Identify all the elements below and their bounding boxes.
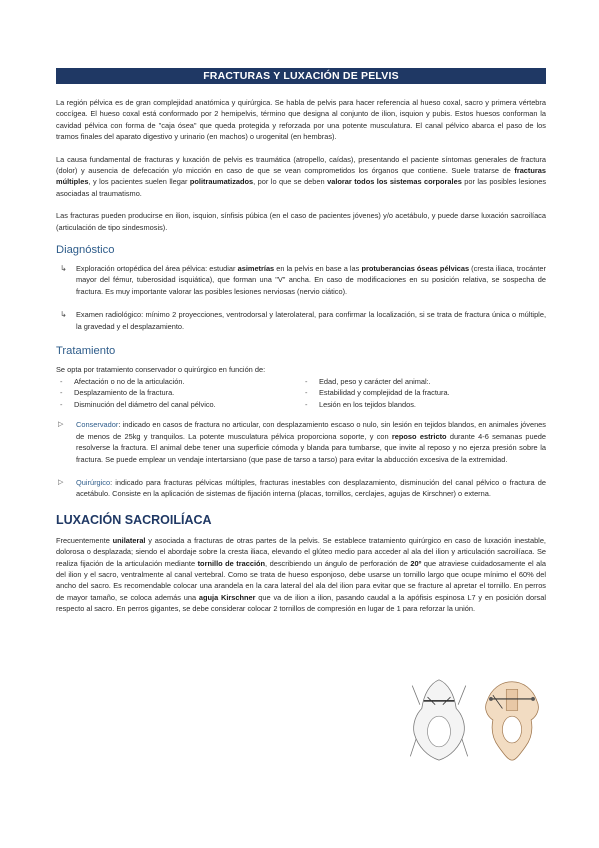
- dash-bullet: -: [305, 376, 308, 386]
- option-label: Conservador: [76, 420, 119, 430]
- document-page: [56, 68, 546, 615]
- bold-run: valorar todos los sistemas corporales: [327, 177, 462, 187]
- bold-run: fracturas múltiples: [56, 166, 546, 187]
- text-run: Lesión en los tejidos blandos.: [319, 399, 416, 409]
- pelvis-xray-illustration: [405, 676, 473, 764]
- luxacion-block: [56, 535, 546, 615]
- text-run: (cresta iliaca, trocánter mayor del fémur, tuberosidad isquiática), que forman una "V" ancha. En caso de modificaciones en su posición relativa, se sospecha de fractura. Es muy importante valorar las posibles lesiones nerviosas (nervio ciático).: [76, 264, 546, 296]
- intro-paragraph-1: La región pélvica es de gran complejidad anatómica y quirúrgica. Se habla de pelvis para hacer referencia al hueso coxal, sacro y primera vértebra coccígea. El hueso coxal está conformado por 2 hemipelvis, término que designa al conjunto de ilion, isquion y pubis. Estos huesos conforman la cavidad pélvica con forma de "caja ósea" que queda protegida y reforzada por una potente musculatura. El canal pélvico abarca el paso de los tramos finales del aparato digestivo y urinario (en machos) o urogenital (en hembras).: [56, 98, 546, 142]
- list-item: [56, 399, 301, 411]
- section-heading-diagnostico: Diagnóstico: [56, 244, 115, 257]
- text-run: Disminución del diámetro del canal pélvico.: [74, 399, 216, 409]
- text-run: : indicado en casos de fractura no articular, con desplazamiento escaso o nulo, sin lesión en tejidos blandos, en animales jóvenes de menos de 25kg y tranquilos. La potente musculatura pélvica proporciona soporte, y con: [76, 420, 546, 441]
- bold-run: protuberancias óseas pélvicas: [361, 264, 470, 274]
- list-item: [56, 263, 546, 297]
- list-item: [301, 387, 546, 399]
- list-item: [301, 376, 546, 388]
- text-run: , por lo que se deben: [253, 177, 328, 187]
- text-run: Afectación o no de la articulación.: [74, 376, 185, 386]
- text-run: Examen radiológico: mínimo 2 proyecciones, ventrodorsal y laterolateral, para confirmar la localización, si se trata de fractura única o múltiple, la gravedad y el desplazamiento.: [76, 310, 546, 331]
- triangle-bullet-icon: ▷: [58, 478, 64, 486]
- bold-run: unilateral: [112, 535, 146, 545]
- intro-paragraph-3: Las fracturas pueden producirse en ilion, isquion, sínfisis púbica (en el caso de pacientes jóvenes) y/o acetábulo, y puede darse luxación sacroilíaca (articulación de tipo sindesmosis).: [56, 211, 546, 232]
- bold-run: tornillo de tracción: [197, 558, 266, 568]
- triangle-bullet-icon: ▷: [58, 421, 64, 429]
- dash-bullet: -: [60, 399, 63, 409]
- text-run: que atraviese cuidadosamente el ala del ilion y el sacro, ventralmente al canal vertebral. Como se trata de hueso esponjoso, debe usarse un tornillo largo que ocupe mínimo el 60% del ancho del sacro. Es recomendable colocar una arandela en la cara lateral del ala del ilion para evitar que se fracture al apretar el tornillo. En perros de mayor tamaño, se coloca además una: [56, 558, 547, 602]
- text-run: durante 4-6 semanas puede resolverse la fractura. El animal debe tener una superficie cómoda y blanda para tumbarse, que invite al reposo y no ejerza presión sobre la fractura. Se puede emplear un vendaje intertarsiano (que pase de tarso a tarso) para evitar la abducción excesiva de la extremidad.: [76, 431, 546, 464]
- criteria-left: [56, 376, 301, 411]
- dash-bullet: -: [60, 388, 63, 398]
- bold-run: reposo estricto: [391, 431, 447, 441]
- luxacion-paragraph: [56, 535, 546, 615]
- text-run: La causa fundamental de fracturas y luxación de pelvis es traumática (atropello, caídas), presentando el paciente síntomas generales de fractura (dolor) y ausencia de defecación y/o micción en caso de que se vean comprometidos los órganos que contiene. Suele tratarse de: [56, 154, 546, 176]
- section-heading-luxacion: LUXACIÓN SACROILÍACA: [56, 512, 212, 527]
- text-run: y asociada a fracturas de otras partes de la pelvis. Se establece tratamiento quirúrgico en caso de luxación inestable, dolorosa o desplazada; siendo el abordaje sobre la cresta iliaca, elevando el glúteo medio para acceder al ala del ilion y articulación sacroilíaca. Se realiza fijación de la articulación mediante: [56, 535, 546, 568]
- pelvis-fixation-illustration: [478, 676, 546, 764]
- dash-bullet: -: [305, 388, 308, 398]
- text-run: Edad, peso y carácter del animal:.: [319, 376, 431, 386]
- page-title: FRACTURAS Y LUXACIÓN DE PELVIS: [56, 68, 546, 84]
- list-item: [56, 376, 301, 388]
- list-item-conservador: [56, 419, 546, 465]
- arrow-bullet-icon: ↳: [60, 264, 67, 274]
- tratamiento-options: [56, 419, 546, 499]
- text-run: Exploración ortopédica del área pélvica: estudiar: [76, 264, 238, 274]
- option-label: Quirúrgico: [76, 477, 111, 487]
- text-run: por las posibles lesiones asociadas al traumatismo.: [56, 177, 547, 198]
- bold-run: 20º: [410, 558, 422, 568]
- criteria-columns: [56, 376, 546, 411]
- dash-bullet: -: [60, 376, 63, 386]
- text-run: : indicado para fracturas pélvicas múltiples, fracturas inestables con desplazamiento, disminución del canal pélvico o fractura de acetábulo. Consiste en la aplicación de sistemas de fijación interna (placas, tornillos, cerclajes, agujas de Kirschner) o externa.: [76, 477, 546, 499]
- section-heading-tratamiento: Tratamiento: [56, 345, 116, 358]
- bold-run: politraumatizados: [189, 177, 254, 187]
- arrow-bullet-icon: ↳: [60, 310, 67, 320]
- text-run: Estabilidad y complejidad de la fractura.: [319, 388, 450, 398]
- text-run: , y los pacientes suelen llegar: [88, 177, 190, 187]
- pelvis-figures: [405, 676, 546, 768]
- diagnostico-list: [56, 263, 546, 332]
- tratamiento-intro: Se opta por tratamiento conservador o quirúrgico en función de:: [56, 365, 266, 375]
- bold-run: aguja Kirschner: [198, 592, 256, 602]
- text-run: Desplazamiento de la fractura.: [74, 388, 175, 398]
- text-run: Frecuentemente: [56, 535, 113, 545]
- list-item-quirurgico: [56, 477, 546, 500]
- criteria-right: [301, 376, 546, 411]
- list-item: [56, 309, 546, 332]
- text-run: que va de ilion a ilion, pasando caudal a la apófisis espinosa L7 y en posición dorsal respecto al sacro. En perros gigantes, se debe considerar colocar 2 tornillos de compresión en lugar de 1 para reforzar la unión.: [56, 592, 546, 614]
- list-item: [56, 387, 301, 399]
- text-run: , describiendo un ángulo de perforación de: [265, 558, 411, 568]
- dash-bullet: -: [305, 399, 308, 409]
- list-item: [301, 399, 546, 411]
- text-run: en la pelvis en base a las: [274, 264, 362, 274]
- intro-paragraph-2: [56, 154, 546, 200]
- bold-run: asimetrías: [237, 264, 275, 274]
